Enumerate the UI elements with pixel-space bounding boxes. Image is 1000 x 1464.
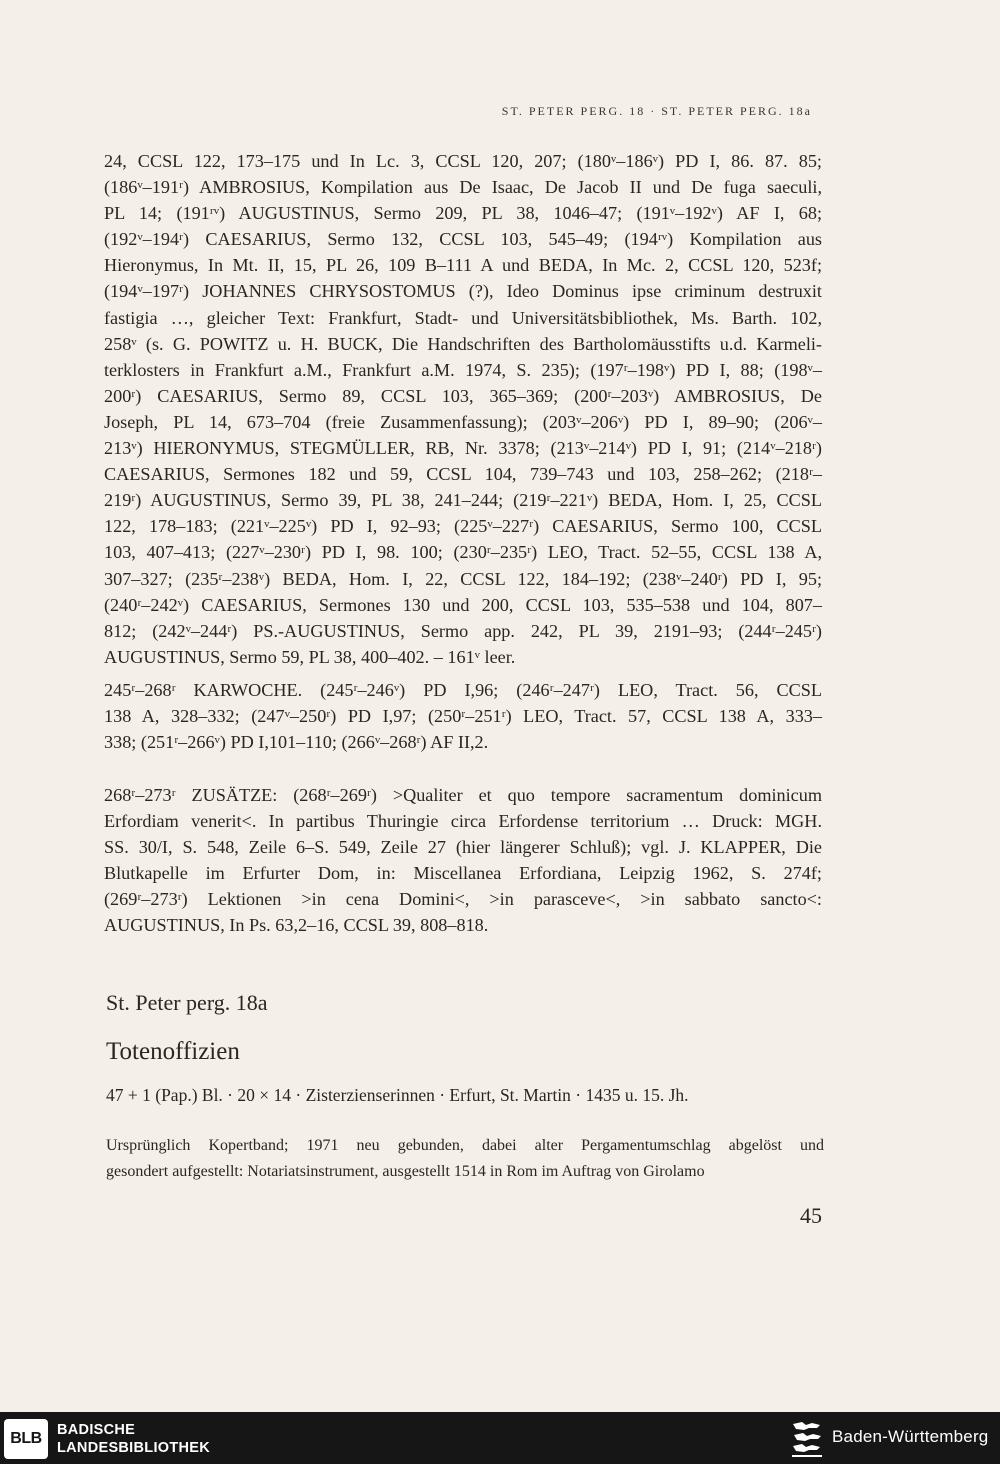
text-line: 307–327; (235ʳ–238ᵛ) BEDA, Hom. I, 22, CCSL 122, 184–192; (238ᵛ–240ʳ) PD I, 95;: [104, 568, 822, 589]
text-line: 138 A, 328–332; (247ᵛ–250ʳ) PD I,97; (250ʳ–251ʳ) LEO, Tract. 57, CCSL 138 A, 333–: [104, 706, 822, 727]
text-line: AUGUSTINUS, Sermo 59, PL 38, 400–402. – 161ᵛ leer.: [104, 646, 516, 667]
manuscript-meta: 47 + 1 (Pap.) Bl. · 20 × 14 · Zisterzienserinnen · Erfurt, St. Martin · 1435 u. 15. Jh.: [106, 1085, 689, 1105]
text-line: 258ᵛ (s. G. POWITZ u. H. BUCK, Die Handschriften des Bartholomäusstifts u.d. Karmeli-: [104, 333, 822, 354]
text-line: terklosters in Frankfurt a.M., Frankfurt a.M. 1974, S. 235); (197ʳ–198ᵛ) PD I, 88; (198ᵛ–: [104, 359, 822, 380]
library-name-line1: BADISCHE: [57, 1422, 136, 1438]
library-name-line2: LANDESBIBLIOTHEK: [57, 1440, 211, 1456]
blb-logo-icon[interactable]: [4, 1419, 48, 1459]
paragraph-zusaetze: [104, 782, 822, 939]
state-label[interactable]: Baden-Württemberg: [832, 1427, 989, 1446]
text-line: 268ʳ–273ʳ ZUSÄTZE: (268ʳ–269ʳ) >Qualiter et quo tempore sacramentum dominicum: [104, 785, 822, 805]
footer-bar: [0, 1412, 1000, 1464]
text-line: (192ᵛ–194ʳ) CAESARIUS, Sermo 132, CCSL 103, 545–49; (194ʳᵛ) Kompilation aus: [104, 229, 822, 250]
text-line: 219ʳ) AUGUSTINUS, Sermo 39, PL 38, 241–244; (219ʳ–221ᵛ) BEDA, Hom. I, 25, CCSL: [104, 490, 822, 511]
text-line: 213ᵛ) HIERONYMUS, STEGMÜLLER, RB, Nr. 3378; (213ᵛ–214ᵛ) PD I, 91; (214ᵛ–218ʳ): [104, 438, 822, 459]
text-line: Ursprünglich Kopertband; 1971 neu gebunden, dabei alter Pergamentumschlag abgelöst und: [106, 1137, 824, 1154]
paragraph-karwoche: [104, 677, 822, 755]
text-line: AUGUSTINUS, In Ps. 63,2–16, CCSL 39, 808–818.: [104, 915, 489, 936]
text-line: gesondert aufgestellt: Notariatsinstrument, ausgestellt 1514 in Rom im Auftrag von Girolamo: [106, 1163, 705, 1180]
text-line: Hieronymus, In Mt. II, 15, PL 26, 109 B–111 A und BEDA, In Mc. 2, CCSL 120, 523f;: [104, 255, 822, 276]
text-line: 122, 178–183; (221ᵛ–225ᵛ) PD I, 92–93; (225ᵛ–227ʳ) CAESARIUS, Sermo 100, CCSL: [104, 516, 822, 537]
text-line: (186ᵛ–191ʳ) AMBROSIUS, Kompilation aus De Isaac, De Jacob II und De fuga saeculi,: [104, 177, 822, 198]
library-name[interactable]: [57, 1421, 210, 1457]
shelfmark-heading: St. Peter perg. 18a: [106, 990, 268, 1015]
text-line: CAESARIUS, Sermones 182 und 59, CCSL 104, 739–743 und 103, 258–262; (218ʳ–: [104, 464, 822, 485]
manuscript-title: Totenoffizien: [106, 1038, 240, 1065]
text-line: 200ʳ) CAESARIUS, Sermo 89, CCSL 103, 365–369; (200ʳ–203ᵛ) AMBROSIUS, De: [104, 385, 822, 406]
text-line: Blutkapelle im Erfurter Dom, in: Miscellanea Erfordiana, Leipzig 1962, S. 274f;: [104, 863, 822, 884]
text-line: Joseph, PL 14, 673–704 (freie Zusammenfassung); (203ᵛ–206ᵛ) PD I, 89–90; (206ᵛ–: [104, 411, 822, 432]
lions-crest-icon[interactable]: [790, 1418, 824, 1458]
text-line: 245ʳ–268ʳ KARWOCHE. (245ʳ–246ᵛ) PD I,96; (246ʳ–247ʳ) LEO, Tract. 56, CCSL: [104, 680, 822, 700]
text-line: (240ʳ–242ᵛ) CAESARIUS, Sermones 130 und 200, CCSL 103, 535–538 und 104, 807–: [104, 594, 822, 615]
text-line: 338; (251ʳ–266ᵛ) PD I,101–110; (266ᵛ–268ʳ) AF II,2.: [104, 732, 489, 753]
text-line: 103, 407–413; (227ᵛ–230ʳ) PD I, 98. 100; (230ʳ–235ʳ) LEO, Tract. 52–55, CCSL 138 A,: [104, 542, 822, 563]
page-number: 45: [800, 1203, 822, 1228]
text-line: fastigia …, gleicher Text: Frankfurt, Stadt- und Universitätsbibliothek, Ms. Barth. 102,: [104, 307, 822, 328]
text-line: 24, CCSL 122, 173–175 und In Lc. 3, CCSL 120, 207; (180ᵛ–186ᵛ) PD I, 86. 87. 85;: [104, 151, 822, 171]
running-head: ST. PETER PERG. 18 · ST. PETER PERG. 18a: [501, 104, 812, 118]
text-line: SS. 30/I, S. 548, Zeile 6–S. 549, Zeile 27 (hier längerer Schluß); vgl. J. KLAPPER, Die: [104, 837, 822, 858]
text-line: (194ᵛ–197ʳ) JOHANNES CHRYSOSTOMUS (?), Ideo Dominus ipse criminum destruxit: [104, 281, 822, 302]
description-paragraph: [106, 1133, 824, 1185]
text-line: 812; (242ᵛ–244ʳ) PS.-AUGUSTINUS, Sermo app. 242, PL 39, 2191–93; (244ʳ–245ʳ): [104, 620, 822, 641]
text-line: PL 14; (191ʳᵛ) AUGUSTINUS, Sermo 209, PL 38, 1046–47; (191ᵛ–192ᵛ) AF I, 68;: [104, 203, 822, 224]
paragraph-contents-continued: [104, 148, 822, 670]
text-line: Erfordiam venerit<. In partibus Thuringie circa Erfordense territorium … Druck: MGH.: [104, 811, 822, 832]
blb-logo-text: BLB: [10, 1430, 42, 1447]
text-line: (269ʳ–273ʳ) Lektionen >in cena Domini<, >in parasceve<, >in sabbato sancto<:: [104, 889, 822, 910]
